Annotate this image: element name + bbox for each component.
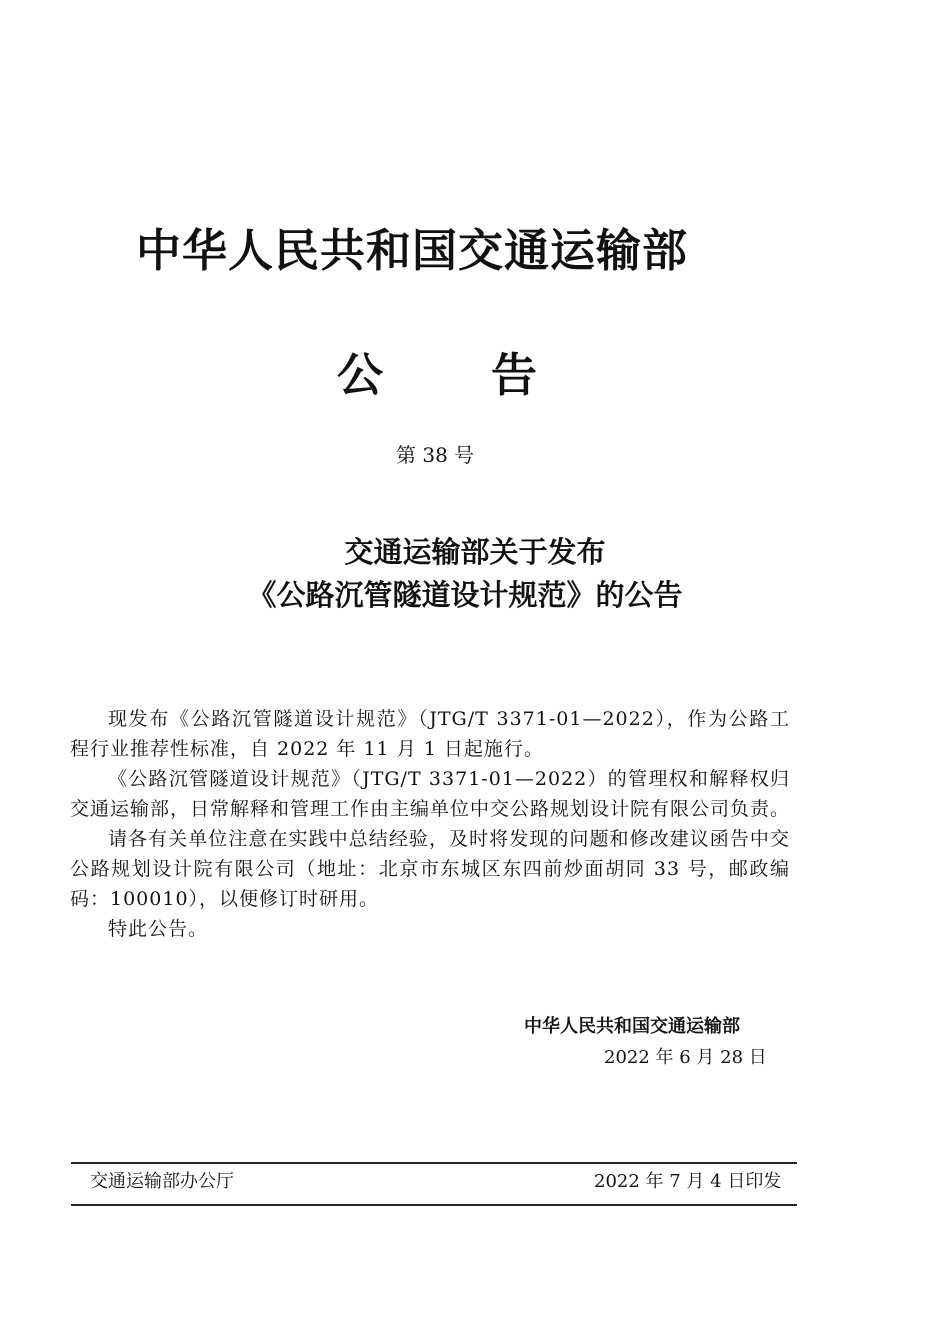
ministry-heading: 中华人民共和国交通运输部 xyxy=(136,224,689,277)
body-paragraph: 请各有关单位注意在实践中总结经验，及时将发现的问题和修改建议函告中交公路规划设计院有限公司（地址：北京市东城区东四前炒面胡同 33 号，邮政编码：100010），以便修订时研用。 xyxy=(70,828,790,910)
document-title-line-2: 《公路沉管隧道设计规范》的公告 xyxy=(247,578,683,612)
footer-office: 交通运输部办公厅 xyxy=(90,1171,234,1192)
footer-top-rule xyxy=(71,1162,797,1164)
notice-label: 公告 xyxy=(337,348,645,402)
body-paragraph: 特此公告。 xyxy=(108,918,209,940)
notice-body xyxy=(70,704,790,944)
notice-number: 第 38 号 xyxy=(396,443,475,467)
footer-print-date: 2022 年 7 月 4 日印发 xyxy=(594,1171,782,1192)
signature-date: 2022 年 6 月 28 日 xyxy=(604,1047,767,1068)
signature-issuer: 中华人民共和国交通运输部 xyxy=(524,1016,740,1037)
document-title-line-1: 交通运输部关于发布 xyxy=(344,535,606,569)
body-paragraph: 现发布《公路沉管隧道设计规范》（JTG/T 3371-01—2022），作为公路工程行业推荐性标准，自 2022 年 11 月 1 日起施行。 xyxy=(70,708,790,760)
body-paragraph: 《公路沉管隧道设计规范》（JTG/T 3371-01—2022）的管理权和解释权归交通运输部，日常解释和管理工作由主编单位中交公路规划设计院有限公司负责。 xyxy=(70,768,791,820)
footer-bottom-rule xyxy=(71,1204,797,1206)
